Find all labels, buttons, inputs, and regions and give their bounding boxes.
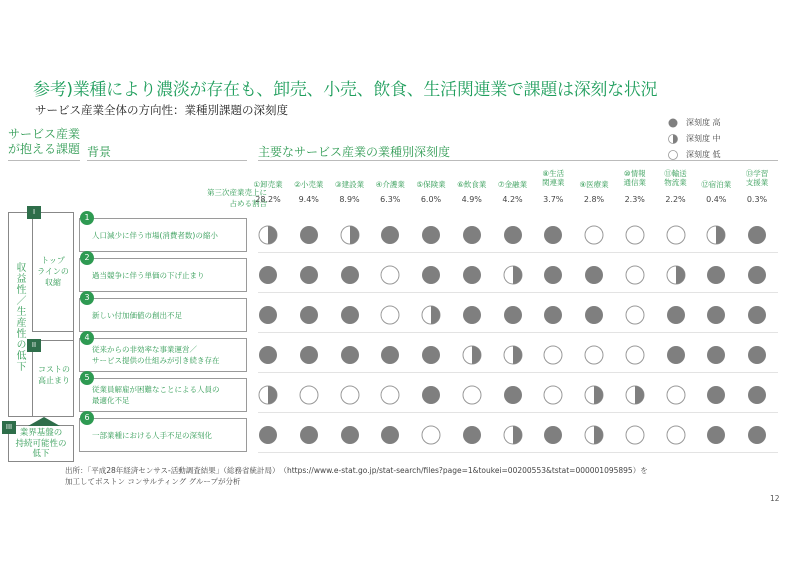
half-severity-dot <box>421 305 441 325</box>
share-label-line: 占める割合 <box>229 199 267 208</box>
legend <box>668 117 721 160</box>
full-severity-dot <box>258 425 278 445</box>
industry-share: 4.9% <box>461 195 482 204</box>
issue-number-badge: 1 <box>80 211 94 225</box>
group-label-topline <box>36 255 70 288</box>
full-severity-dot <box>747 305 767 325</box>
category-badge-I: I <box>27 206 41 219</box>
footnote-line: 出所：「平成28年経済センサス-活動調査結果」（総務省統計局） （https://www.e-stat.go.jp/stat-search/files?page=1&toukei=00200553&tstat=000001095895）を <box>65 466 648 475</box>
full-severity-dot <box>380 345 400 365</box>
industry-name-line: ⑫宿泊業 <box>701 180 732 189</box>
industry-name-line: ⑪輸送 <box>664 169 687 178</box>
category-III-label <box>10 428 72 460</box>
empty-severity-dot <box>462 385 482 405</box>
half-severity-dot <box>503 345 523 365</box>
issue-text-line: 従来からの非効率な事業運営／ <box>92 345 197 354</box>
issue-text <box>92 310 182 321</box>
page-title: 参考)業種により濃淡が存在も、卸売、小売、飲食、生活関連業で課題は深刻な状況 <box>33 80 658 100</box>
full-severity-dot <box>747 345 767 365</box>
half-severity-dot <box>503 425 523 445</box>
issue-text <box>92 430 212 441</box>
industry-share: 2.8% <box>583 195 605 204</box>
page-number: 12 <box>770 494 780 503</box>
issue-number-badge: 4 <box>80 331 94 345</box>
full-severity-dot <box>747 425 767 445</box>
full-severity-dot <box>258 345 278 365</box>
full-severity-dot <box>299 425 319 445</box>
industry-name-line: 関連業 <box>542 178 565 187</box>
full-severity-dot <box>584 305 604 325</box>
full-severity-dot <box>258 265 278 285</box>
section-left-header <box>8 127 80 157</box>
full-severity-dot <box>543 265 563 285</box>
industry-share: 2.2% <box>665 195 686 204</box>
empty-severity-dot <box>299 385 319 405</box>
half-severity-dot <box>340 225 360 245</box>
full-severity-dot <box>706 425 726 445</box>
full-severity-dot <box>503 305 523 325</box>
section-left-line: が抱える課題 <box>8 142 81 156</box>
full-severity-dot <box>258 305 278 325</box>
full-severity-dot <box>543 225 563 245</box>
full-severity-dot <box>706 265 726 285</box>
category-III-line: 業界基盤の <box>19 428 63 438</box>
industry-share: 4.2% <box>502 195 523 204</box>
industry-share: 0.4% <box>706 195 727 204</box>
issue-text-line: サービス提供の仕組みが引き続き存在 <box>92 356 220 365</box>
section-main-header: 主要なサービス産業の業種別深刻度 <box>258 145 451 159</box>
issue-text <box>92 344 220 366</box>
full-severity-dot <box>747 385 767 405</box>
divider <box>258 160 778 161</box>
empty-severity-dot <box>625 225 645 245</box>
industry-name-line: ⑨医療業 <box>579 180 609 189</box>
industry-name-line: ②小売業 <box>294 180 324 189</box>
industry-share: 9.4% <box>298 195 319 204</box>
issue-text-line: 人口減少に伴う市場(消費者数)の縮小 <box>92 230 218 240</box>
divider <box>87 160 247 161</box>
empty-severity-dot <box>625 305 645 325</box>
full-severity-dot <box>380 225 400 245</box>
full-severity-dot <box>340 345 360 365</box>
industry-name-line: ⑬学習 <box>745 169 769 178</box>
empty-severity-dot <box>625 425 645 445</box>
legend-label: 深刻度 中 <box>686 134 721 143</box>
full-severity-dot <box>299 225 319 245</box>
group-label-line: 高止まり <box>38 376 70 385</box>
full-severity-dot <box>421 265 441 285</box>
empty-severity-dot <box>340 385 360 405</box>
empty-severity-dot <box>380 265 400 285</box>
industry-share: 0.3% <box>746 195 768 204</box>
category-badge-III: III <box>2 421 16 434</box>
group-label-line: ラインの <box>37 267 69 276</box>
industry-name-line: 物流業 <box>664 178 687 187</box>
row-divider <box>258 412 778 413</box>
industry-share: 6.0% <box>420 195 442 204</box>
industry-name-line: ④介護業 <box>375 180 405 189</box>
half-severity-dot <box>584 385 604 405</box>
page-subtitle: サービス産業全体の方向性：業種別課題の深刻度 <box>35 103 288 117</box>
section-background-header: 背景 <box>87 145 112 159</box>
footnote <box>65 465 648 487</box>
issue-number-badge: 5 <box>80 371 94 385</box>
full-severity-dot <box>666 345 686 365</box>
empty-severity-dot <box>421 425 441 445</box>
half-severity-dot <box>258 385 278 405</box>
empty-severity-dot <box>380 305 400 325</box>
issue-text <box>92 230 218 241</box>
empty-severity-dot <box>625 345 645 365</box>
issue-text <box>92 384 220 406</box>
full-circle-icon <box>668 118 678 128</box>
full-severity-dot <box>462 305 482 325</box>
category-III-line: 低下 <box>32 449 50 459</box>
empty-severity-dot <box>584 345 604 365</box>
full-severity-dot <box>503 385 523 405</box>
full-severity-dot <box>503 225 523 245</box>
half-severity-dot <box>503 265 523 285</box>
row-divider <box>258 452 778 453</box>
share-label-line: 第三次産業売上に <box>207 188 267 197</box>
full-severity-dot <box>462 225 482 245</box>
industry-name-line: ⑧生活 <box>542 169 565 178</box>
industry-name-line: 通信業 <box>623 178 646 187</box>
issue-text <box>92 270 205 281</box>
row-divider <box>258 292 778 293</box>
section-left-line: サービス産業 <box>8 127 81 141</box>
group-label-line: トップ <box>41 256 65 265</box>
empty-severity-dot <box>666 425 686 445</box>
industry-share: 3.7% <box>543 195 564 204</box>
full-severity-dot <box>421 345 441 365</box>
divider <box>8 160 80 161</box>
empty-circle-icon <box>668 150 678 160</box>
group-label-line: 収縮 <box>45 278 61 287</box>
empty-severity-dot <box>625 265 645 285</box>
full-severity-dot <box>380 425 400 445</box>
row-divider <box>258 252 778 253</box>
empty-severity-dot <box>666 225 686 245</box>
full-severity-dot <box>666 305 686 325</box>
industry-name-line: ③建設業 <box>334 180 365 189</box>
full-severity-dot <box>299 265 319 285</box>
empty-severity-dot <box>666 385 686 405</box>
industry-share: 2.3% <box>624 195 645 204</box>
full-severity-dot <box>340 305 360 325</box>
legend-label: 深刻度 低 <box>686 150 721 159</box>
issue-text-line: 従業員解雇が困難なことによる人員の <box>92 385 220 394</box>
category-III-line: 持続可能性の <box>15 438 67 449</box>
row-divider <box>258 372 778 373</box>
issue-number-badge: 6 <box>80 411 94 425</box>
category-I-label: 収益性／生産性の低下 <box>14 262 25 372</box>
issue-number-badge: 2 <box>80 251 94 265</box>
issue-text-line: 過当競争に伴う単価の下げ止まり <box>92 270 205 280</box>
group-label-line: コストの <box>38 365 70 374</box>
full-severity-dot <box>706 345 726 365</box>
industry-name-line: ⑩情報 <box>623 169 646 178</box>
legend-item-high <box>668 117 721 128</box>
industry-share: 8.9% <box>339 195 360 204</box>
full-severity-dot <box>747 265 767 285</box>
half-circle-icon <box>668 134 678 144</box>
full-severity-dot <box>299 345 319 365</box>
issue-text-line: 最適化不足 <box>92 396 130 405</box>
empty-severity-dot <box>543 345 563 365</box>
full-severity-dot <box>462 425 482 445</box>
half-severity-dot <box>584 425 604 445</box>
empty-severity-dot <box>584 225 604 245</box>
full-severity-dot <box>543 305 563 325</box>
full-severity-dot <box>421 385 441 405</box>
half-severity-dot <box>625 385 645 405</box>
half-severity-dot <box>258 225 278 245</box>
empty-severity-dot <box>543 385 563 405</box>
full-severity-dot <box>462 265 482 285</box>
industry-share: 28.2% <box>255 195 281 204</box>
group-label-cost <box>36 364 72 386</box>
legend-item-medium <box>668 133 721 144</box>
industry-share: 6.3% <box>380 195 401 204</box>
category-badge-II: II <box>27 339 41 352</box>
row-divider <box>258 332 778 333</box>
industry-name-line: ①卸売業 <box>253 180 283 189</box>
full-severity-dot <box>299 305 319 325</box>
half-severity-dot <box>462 345 482 365</box>
up-arrow-icon <box>28 416 60 426</box>
full-severity-dot <box>543 425 563 445</box>
industry-name-line: ⑥飲食業 <box>457 180 487 189</box>
full-severity-dot <box>706 305 726 325</box>
full-severity-dot <box>706 385 726 405</box>
half-severity-dot <box>706 225 726 245</box>
industry-name-line: ⑦金融業 <box>497 180 528 189</box>
full-severity-dot <box>340 265 360 285</box>
legend-label: 深刻度 高 <box>686 118 721 127</box>
issue-text-line: 一部業種における人手不足の深刻化 <box>92 430 212 440</box>
empty-severity-dot <box>380 385 400 405</box>
industry-header <box>733 169 781 187</box>
legend-item-low <box>668 149 721 160</box>
issue-number-badge: 3 <box>80 291 94 305</box>
footnote-line: 加工してボストン コンサルティング グループが分析 <box>65 477 241 486</box>
full-severity-dot <box>421 225 441 245</box>
industry-name-line: ⑤保険業 <box>416 180 446 189</box>
industry-name-line: 支援業 <box>745 178 769 187</box>
full-severity-dot <box>747 225 767 245</box>
full-severity-dot <box>340 425 360 445</box>
full-severity-dot <box>584 265 604 285</box>
half-severity-dot <box>666 265 686 285</box>
issue-text-line: 新しい付加価値の創出不足 <box>92 310 182 320</box>
